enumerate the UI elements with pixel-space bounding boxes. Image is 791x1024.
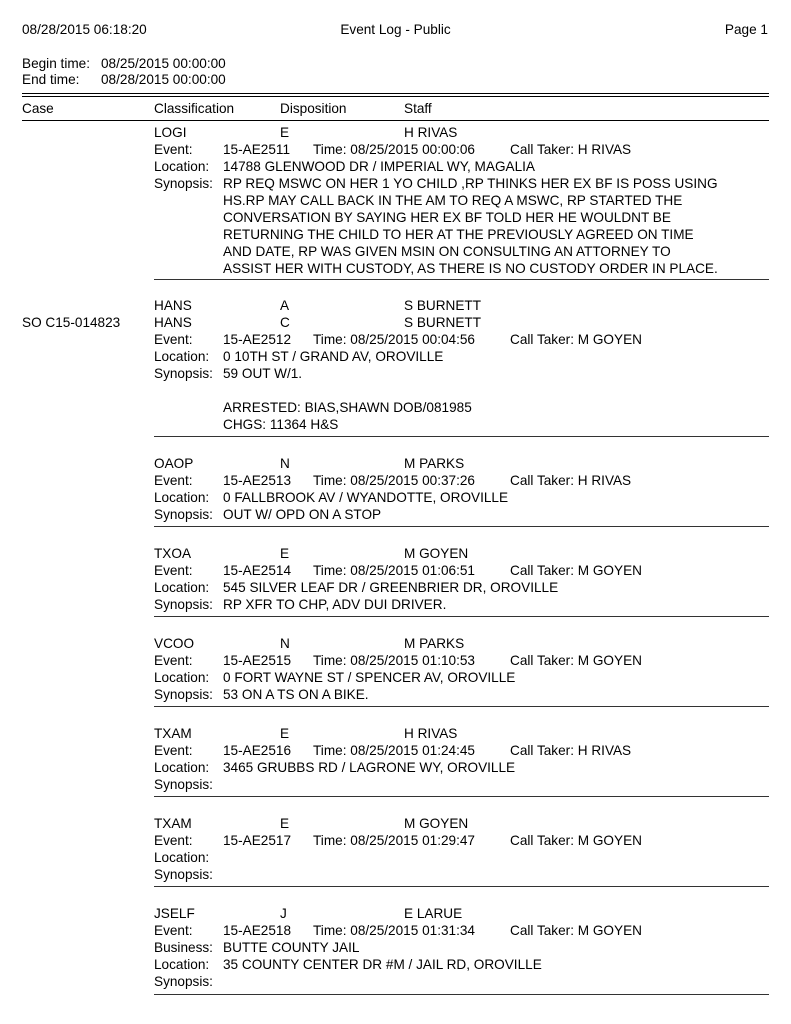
synopsis-line: ASSIST HER WITH CUSTODY, AS THERE IS NO CUSTODY ORDER IN PLACE. xyxy=(223,261,718,276)
event-time xyxy=(313,922,475,939)
location-label: Location: xyxy=(154,670,210,685)
call-taker-value: M GOYEN xyxy=(577,833,642,848)
column-header-classification: Classification xyxy=(154,101,235,116)
location-value: 35 COUNTY CENTER DR #M / JAIL RD, OROVILLE xyxy=(223,957,542,972)
call-taker xyxy=(510,832,642,849)
header-rule-bottom xyxy=(22,120,769,121)
disposition: E xyxy=(280,726,290,741)
location-label: Location: xyxy=(154,957,210,972)
disposition: E xyxy=(280,546,290,561)
synopsis-line: RP XFR TO CHP, ADV DUI DRIVER. xyxy=(223,597,447,612)
record-separator xyxy=(154,279,769,280)
staff: E LARUE xyxy=(404,906,463,921)
location-value: 0 FALLBROOK AV / WYANDOTTE, OROVILLE xyxy=(223,490,509,505)
location-label: Location: xyxy=(154,580,210,595)
time-label: Time: xyxy=(313,923,347,938)
event-id: 15-AE2518 xyxy=(223,923,292,938)
call-taker-value: H RIVAS xyxy=(577,473,632,488)
call-taker xyxy=(510,331,642,348)
call-taker-label: Call Taker: xyxy=(510,332,574,347)
staff: H RIVAS xyxy=(404,726,458,741)
call-taker-value: M GOYEN xyxy=(577,653,642,668)
classification: OAOP xyxy=(154,456,194,471)
location-value: 0 10TH ST / GRAND AV, OROVILLE xyxy=(223,349,444,364)
disposition: E xyxy=(280,816,290,831)
call-taker-label: Call Taker: xyxy=(510,563,574,578)
disposition: J xyxy=(280,906,287,921)
time-value: 08/25/2015 01:29:47 xyxy=(350,833,475,848)
classification: VCOO xyxy=(154,636,195,651)
begin-time xyxy=(22,56,226,71)
disposition: A xyxy=(280,298,290,313)
event-id: 15-AE2515 xyxy=(223,653,292,668)
synopsis-line: CHGS: 11364 H&S xyxy=(223,417,339,432)
classification: HANS xyxy=(154,315,192,330)
header-rule-top xyxy=(22,93,769,94)
call-taker xyxy=(510,472,631,489)
call-taker xyxy=(510,141,631,158)
column-header-disposition: Disposition xyxy=(280,101,347,116)
staff: M PARKS xyxy=(404,636,465,651)
synopsis-line: CONVERSATION BY SAYING HER EX BF TOLD HER HE WOULDNT BE xyxy=(223,210,671,225)
record-separator xyxy=(154,436,769,437)
event-label: Event: xyxy=(154,563,193,578)
event-id: 15-AE2511 xyxy=(223,142,291,157)
event-label: Event: xyxy=(154,653,193,668)
time-label: Time: xyxy=(313,332,347,347)
synopsis-line: OUT W/ OPD ON A STOP xyxy=(223,507,382,522)
time-value: 08/25/2015 00:00:06 xyxy=(350,142,475,157)
disposition: N xyxy=(280,636,290,651)
disposition: N xyxy=(280,456,290,471)
location-label: Location: xyxy=(154,490,210,505)
call-taker-label: Call Taker: xyxy=(510,473,574,488)
record-separator xyxy=(154,886,769,887)
end-time-value: 08/28/2015 00:00:00 xyxy=(101,72,226,87)
business-label: Business: xyxy=(154,940,213,955)
location-value: 545 SILVER LEAF DR / GREENBRIER DR, OROVILLE xyxy=(223,580,559,595)
event-id: 15-AE2517 xyxy=(223,833,292,848)
staff: S BURNETT xyxy=(404,315,482,330)
synopsis-line: HS.RP MAY CALL BACK IN THE AM TO REQ A MSWC, RP STARTED THE xyxy=(223,193,683,208)
call-taker-value: M GOYEN xyxy=(577,923,642,938)
event-time xyxy=(313,562,475,579)
call-taker-label: Call Taker: xyxy=(510,743,574,758)
call-taker-label: Call Taker: xyxy=(510,142,574,157)
staff: M GOYEN xyxy=(404,816,469,831)
event-id: 15-AE2512 xyxy=(223,332,292,347)
disposition: E xyxy=(280,125,290,140)
synopsis-label: Synopsis: xyxy=(154,176,213,191)
location-value: 14788 GLENWOOD DR / IMPERIAL WY, MAGALIA xyxy=(223,159,535,174)
case-number: SO C15-014823 xyxy=(22,315,121,330)
time-label: Time: xyxy=(313,743,347,758)
time-label: Time: xyxy=(313,473,347,488)
column-header-staff: Staff xyxy=(404,101,432,116)
time-value: 08/25/2015 01:06:51 xyxy=(350,563,475,578)
event-label: Event: xyxy=(154,743,193,758)
call-taker xyxy=(510,742,631,759)
business-value: BUTTE COUNTY JAIL xyxy=(223,940,360,955)
synopsis-label: Synopsis: xyxy=(154,366,213,381)
end-time xyxy=(22,72,226,87)
time-label: Time: xyxy=(313,653,347,668)
record-separator xyxy=(154,994,769,995)
location-label: Location: xyxy=(154,159,210,174)
synopsis-line: ARRESTED: BIAS,SHAWN DOB/081985 xyxy=(223,400,472,415)
event-time xyxy=(313,141,475,158)
call-taker-value: H RIVAS xyxy=(577,743,632,758)
time-label: Time: xyxy=(313,563,347,578)
event-label: Event: xyxy=(154,833,193,848)
event-time xyxy=(313,472,475,489)
event-label: Event: xyxy=(154,142,193,157)
record-separator xyxy=(154,796,769,797)
report-date: 08/28/2015 06:18:20 xyxy=(22,22,147,37)
record-separator xyxy=(154,706,769,707)
call-taker xyxy=(510,922,642,939)
synopsis-label: Synopsis: xyxy=(154,507,213,522)
event-time xyxy=(313,652,475,669)
begin-time-label: Begin time: xyxy=(22,56,91,71)
synopsis-line: RETURNING THE CHILD TO HER AT THE PREVIOUSLY AGREED ON TIME xyxy=(223,227,694,242)
call-taker xyxy=(510,652,642,669)
location-label: Location: xyxy=(154,760,210,775)
staff: H RIVAS xyxy=(404,125,458,140)
event-time xyxy=(313,331,475,348)
classification: JSELF xyxy=(154,906,195,921)
time-value: 08/25/2015 01:24:45 xyxy=(350,743,475,758)
event-label: Event: xyxy=(154,332,193,347)
event-label: Event: xyxy=(154,473,193,488)
location-label: Location: xyxy=(154,850,210,865)
header-rule-top-double xyxy=(22,96,769,97)
synopsis-label: Synopsis: xyxy=(154,597,213,612)
page-number: Page 1 xyxy=(724,22,768,37)
call-taker-label: Call Taker: xyxy=(510,653,574,668)
call-taker-label: Call Taker: xyxy=(510,833,574,848)
report-title: Event Log - Public xyxy=(340,22,451,37)
time-value: 08/25/2015 00:37:26 xyxy=(350,473,475,488)
record-separator xyxy=(154,616,769,617)
classification: TXAM xyxy=(154,816,192,831)
call-taker xyxy=(510,562,642,579)
record-separator xyxy=(154,526,769,527)
staff: M PARKS xyxy=(404,456,465,471)
synopsis-label: Synopsis: xyxy=(154,777,213,792)
time-value: 08/25/2015 01:10:53 xyxy=(350,653,475,668)
time-label: Time: xyxy=(313,833,347,848)
call-taker-value: M GOYEN xyxy=(577,563,642,578)
synopsis-label: Synopsis: xyxy=(154,687,213,702)
location-value: 0 FORT WAYNE ST / SPENCER AV, OROVILLE xyxy=(223,670,516,685)
time-value: 08/25/2015 01:31:34 xyxy=(350,923,475,938)
time-label: Time: xyxy=(313,142,347,157)
staff: S BURNETT xyxy=(404,298,482,313)
call-taker-value: M GOYEN xyxy=(577,332,642,347)
synopsis-label: Synopsis: xyxy=(154,974,213,989)
synopsis-line: RP REQ MSWC ON HER 1 YO CHILD ,RP THINKS HER EX BF IS POSS USING xyxy=(223,176,718,191)
staff: M GOYEN xyxy=(404,546,469,561)
call-taker-value: H RIVAS xyxy=(577,142,632,157)
synopsis-line: 59 OUT W/1. xyxy=(223,366,303,381)
event-time xyxy=(313,742,475,759)
classification: LOGI xyxy=(154,125,187,140)
call-taker-label: Call Taker: xyxy=(510,923,574,938)
classification: TXOA xyxy=(154,546,192,561)
event-id: 15-AE2513 xyxy=(223,473,292,488)
synopsis-line: AND DATE, RP WAS GIVEN MSIN ON CONSULTING AN ATTORNEY TO xyxy=(223,244,671,259)
event-label: Event: xyxy=(154,923,193,938)
synopsis-label: Synopsis: xyxy=(154,867,213,882)
classification: TXAM xyxy=(154,726,192,741)
synopsis-line: 53 ON A TS ON A BIKE. xyxy=(223,687,369,702)
event-id: 15-AE2516 xyxy=(223,743,292,758)
column-header-case: Case xyxy=(22,101,54,116)
begin-time-value: 08/25/2015 00:00:00 xyxy=(101,56,226,71)
time-value: 08/25/2015 00:04:56 xyxy=(350,332,475,347)
location-value: 3465 GRUBBS RD / LAGRONE WY, OROVILLE xyxy=(223,760,516,775)
location-label: Location: xyxy=(154,349,210,364)
end-time-label: End time: xyxy=(22,72,80,87)
event-id: 15-AE2514 xyxy=(223,563,292,578)
classification: HANS xyxy=(154,298,192,313)
event-time xyxy=(313,832,475,849)
disposition: C xyxy=(280,315,290,330)
